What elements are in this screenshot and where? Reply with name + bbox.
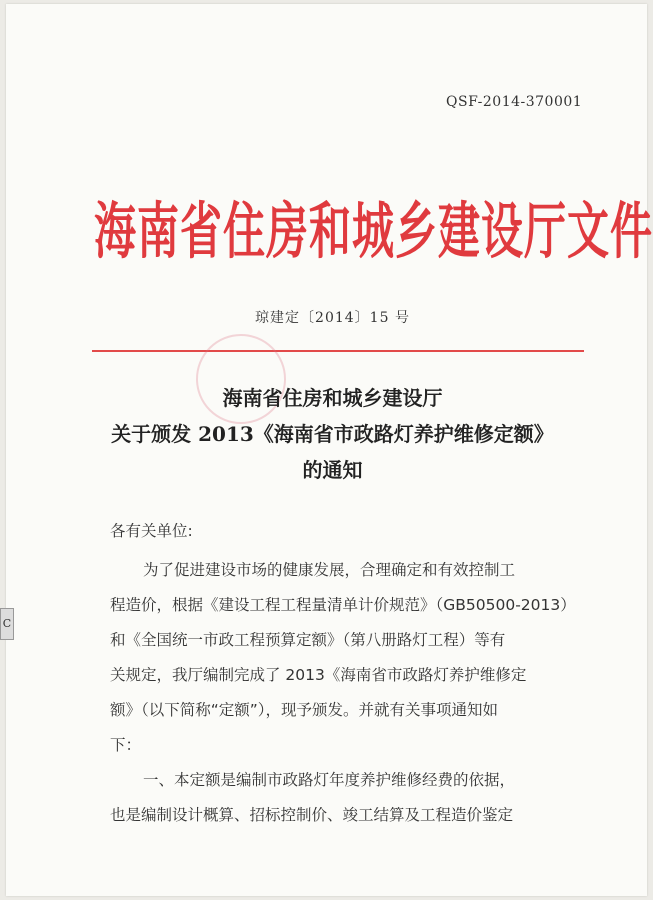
document-serial-number: QSF-2014-370001 <box>446 94 583 110</box>
red-divider-line <box>92 350 584 352</box>
body-line: 程造价，根据《建设工程工程量清单计价规范》（GB50500-2013） <box>110 596 576 614</box>
body-line: 一、本定额是编制市政路灯年度养护维修经费的依据， <box>143 771 516 789</box>
body-line: 也是编制设计概算、招标控制价、竣工结算及工程造价鉴定 <box>110 806 514 824</box>
body-line: 下： <box>110 736 142 754</box>
body-line: 为了促进建设市场的健康发展，合理确定和有效控制工 <box>143 561 516 579</box>
issue-number: 琼建定〔2014〕15 号 <box>255 310 410 326</box>
scanner-edge-mark: C <box>0 608 14 640</box>
body-line: 额》（以下简称“定额”），现予颁发。并就有关事项通知如 <box>110 701 499 719</box>
title-line-3: 的通知 <box>302 458 363 482</box>
title-line-2: 关于颁发 2013《海南省市政路灯养护维修定额》 <box>111 422 554 446</box>
document-page <box>6 4 653 896</box>
document-masthead: 海南省住房和城乡建设厅文件 <box>94 195 653 267</box>
body-line: 关规定，我厅编制完成了 2013《海南省市政路灯养护维修定 <box>110 666 527 684</box>
body-line: 和《全国统一市政工程预算定额》（第八册路灯工程）等有 <box>110 631 506 649</box>
salutation: 各有关单位: <box>110 522 193 540</box>
title-line-1: 海南省住房和城乡建设厅 <box>222 386 443 410</box>
